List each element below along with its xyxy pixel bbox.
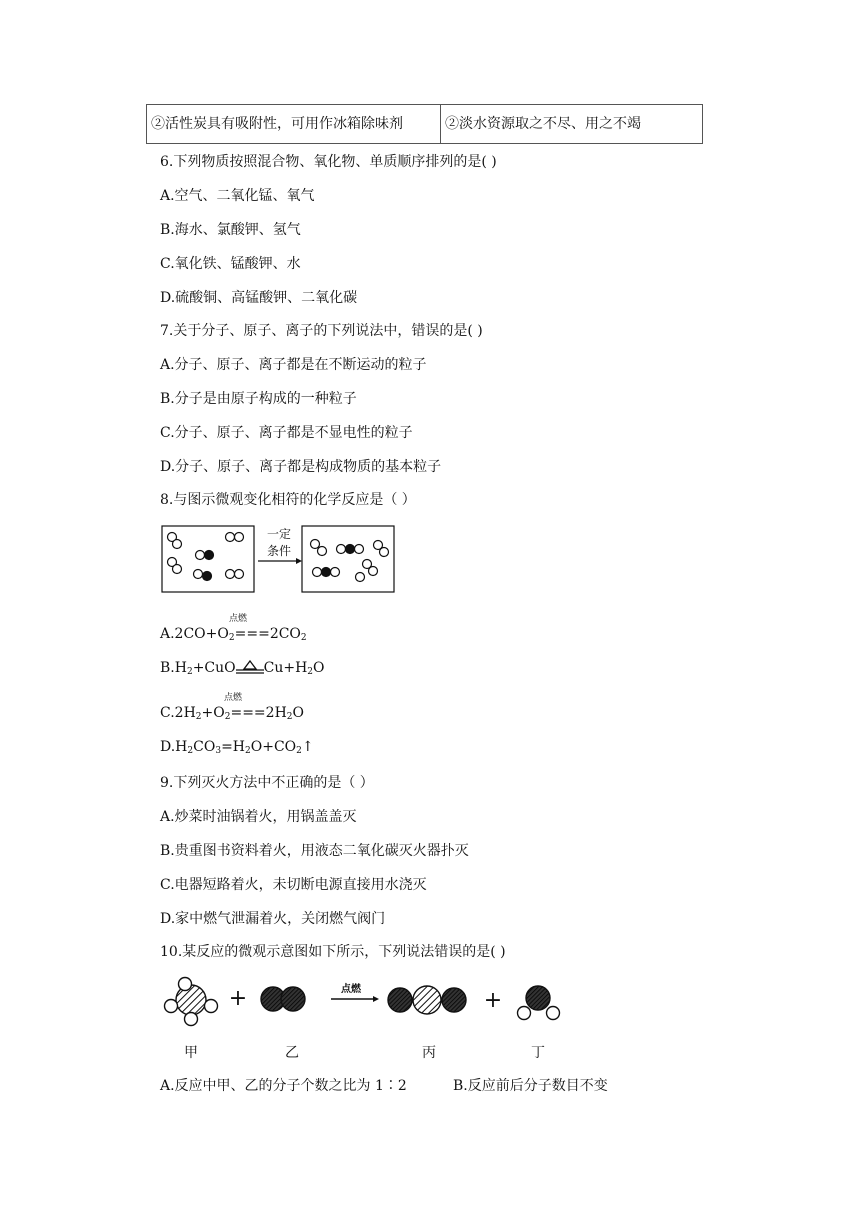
q9-option-b: B.贵重图书资料着火，用液态二氧化碳灭火器扑灭 bbox=[160, 843, 469, 859]
molecule-ding bbox=[526, 986, 550, 1010]
q10-plus-2: + bbox=[483, 988, 503, 1013]
heat-icon bbox=[236, 660, 264, 674]
q10-micro-diagram bbox=[160, 970, 580, 1030]
q9-option-a: A.炒菜时油锅着火，用锅盖盖灭 bbox=[160, 809, 357, 825]
q8-condition-1: 一定 bbox=[266, 527, 292, 541]
q10-stem: 10.某反应的微观示意图如下所示，下列说法错误的是( ) bbox=[160, 944, 506, 960]
q9-stem: 9.下列灭火方法中不正确的是（ ） bbox=[160, 775, 374, 791]
q10-plus-1: + bbox=[228, 986, 248, 1011]
table-cell-right-text: ②淡水资源取之不尽、用之不竭 bbox=[445, 116, 641, 132]
q8-d-sub2: 3 bbox=[215, 746, 222, 756]
up-arrow-icon: ↑ bbox=[301, 739, 314, 755]
q8-option-c bbox=[160, 705, 304, 722]
molecule-bing bbox=[388, 988, 412, 1012]
q8-a-eq: === bbox=[234, 626, 270, 642]
q8-a-prod: 2CO bbox=[269, 626, 301, 642]
q8-d-part3: =H bbox=[221, 739, 246, 755]
q8-b-sub3: 2 bbox=[307, 667, 314, 677]
q6-option-b: B.海水、氯酸钾、氢气 bbox=[160, 222, 301, 238]
q7-option-d: D.分子、原子、离子都是构成物质的基本粒子 bbox=[160, 459, 442, 475]
q9-option-d: D.家中燃气泄漏着火，关闭燃气阀门 bbox=[160, 911, 386, 927]
q7-stem: 7.关于分子、原子、离子的下列说法中，错误的是( ) bbox=[160, 323, 483, 339]
q6-option-d: D.硫酸铜、高锰酸钾、二氧化碳 bbox=[160, 290, 358, 306]
q8-b-part3: Cu+H bbox=[263, 660, 308, 676]
table-cell-right bbox=[441, 105, 702, 143]
q8-d-sub1: 2 bbox=[187, 746, 194, 756]
q8-d-part1: D.H bbox=[160, 739, 188, 755]
q7-option-a: A.分子、原子、离子都是在不断运动的粒子 bbox=[160, 357, 427, 373]
q8-condition-2: 条件 bbox=[266, 544, 292, 558]
q8-a-sub2: 2 bbox=[300, 633, 307, 643]
q8-option-a bbox=[160, 626, 307, 643]
q6-option-c: C.氧化铁、锰酸钾、水 bbox=[160, 256, 301, 272]
q10-option-a: A.反应中甲、乙的分子个数之比为 1∶2 bbox=[160, 1078, 407, 1094]
table-cell-left bbox=[147, 105, 441, 143]
q8-b-part2: +CuO bbox=[192, 660, 236, 676]
q7-option-b: B.分子是由原子构成的一种粒子 bbox=[160, 391, 357, 407]
table-cell-left-text: ②活性炭具有吸附性，可用作冰箱除味剂 bbox=[151, 116, 403, 132]
q10-label-yi: 乙 bbox=[285, 1045, 299, 1061]
q8-a-sub1: 2 bbox=[228, 633, 235, 643]
q8-option-b bbox=[160, 660, 325, 677]
q8-b-part4: O bbox=[313, 660, 325, 676]
q8-c-condition: 点燃 bbox=[224, 693, 243, 703]
q10-label-jia: 甲 bbox=[184, 1045, 198, 1061]
product-box bbox=[302, 526, 394, 592]
q8-d-part4: O+CO bbox=[250, 739, 297, 755]
q10-condition: 点燃 bbox=[341, 984, 361, 995]
q8-d-part2: CO bbox=[193, 739, 216, 755]
q10-label-ding: 丁 bbox=[531, 1045, 545, 1061]
q8-c-eq: === bbox=[230, 705, 266, 721]
q8-c-sub3: 2 bbox=[286, 712, 293, 722]
q8-d-sub3: 2 bbox=[245, 746, 251, 756]
q8-c-sub2: 2 bbox=[224, 712, 231, 722]
q8-option-d bbox=[160, 739, 314, 756]
q8-b-part1: B.H bbox=[160, 660, 187, 676]
q8-a-part1: A.2CO+O bbox=[160, 626, 229, 642]
q8-micro-diagram bbox=[160, 522, 396, 596]
q7-option-c: C.分子、原子、离子都是不显电性的粒子 bbox=[160, 425, 413, 441]
q8-c-part2: +O bbox=[201, 705, 225, 721]
q8-a-condition: 点燃 bbox=[229, 614, 248, 624]
q8-c-part1: C.2H bbox=[160, 705, 196, 721]
q9-option-c: C.电器短路着火，未切断电源直接用水浇灭 bbox=[160, 877, 427, 893]
q8-d-sub4: 2 bbox=[296, 746, 302, 756]
table-row bbox=[146, 104, 703, 144]
q10-label-bing: 丙 bbox=[422, 1045, 436, 1061]
q8-c-part3: 2H bbox=[265, 705, 287, 721]
q8-c-sub1: 2 bbox=[195, 712, 202, 722]
q8-stem: 8.与图示微观变化相符的化学反应是（ ） bbox=[160, 492, 416, 508]
q10-option-b: B.反应前后分子数目不变 bbox=[453, 1078, 608, 1094]
q6-stem: 6.下列物质按照混合物、氧化物、单质顺序排列的是( ) bbox=[160, 154, 497, 170]
q6-option-a: A.空气、二氧化锰、氧气 bbox=[160, 188, 315, 204]
q8-b-sub1: 2 bbox=[186, 667, 193, 677]
q8-c-part4: O bbox=[292, 705, 305, 721]
